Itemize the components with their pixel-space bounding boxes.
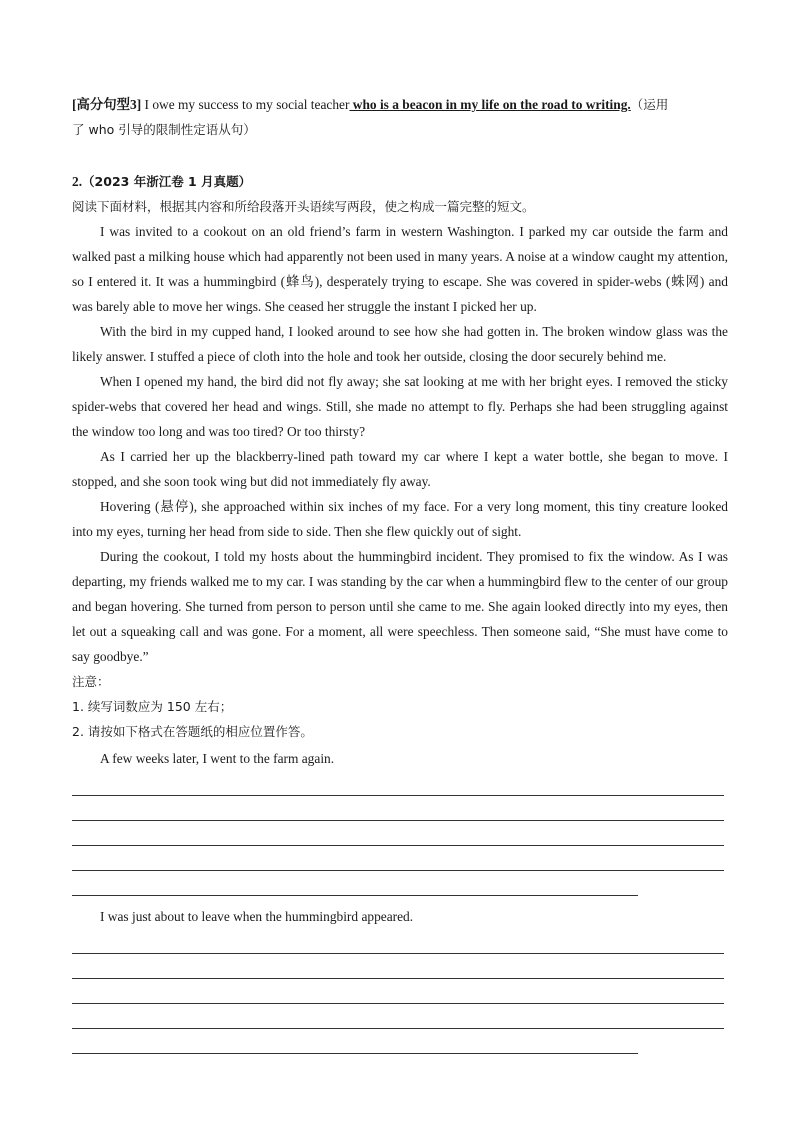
paragraph-starter-1: A few weeks later, I went to the farm again. — [100, 751, 335, 766]
answer-line[interactable] — [72, 846, 724, 871]
passage-paragraph-5: Hovering (悬停), she approached within six inches of my face. For a very long moment, this tiny creature looked into my eyes, turning her head from side to side. Then she flew quickly out of sight. — [72, 499, 728, 539]
sentence-pattern-lead: I owe my success to my social teacher — [144, 97, 350, 112]
answer-line[interactable] — [72, 954, 724, 979]
question-heading — [72, 169, 728, 194]
notes-title: 注意： — [72, 674, 110, 689]
sentence-pattern-line — [72, 92, 728, 117]
passage-paragraph-4: As I carried her up the blackberry-lined path toward my car where I kept a water bottle, she began to move. I stopped, and she soon took wing but did not immediately fly away. — [72, 449, 728, 489]
answer-line[interactable] — [72, 871, 638, 896]
answer-line[interactable] — [72, 929, 724, 954]
answer-line[interactable] — [72, 1029, 638, 1054]
note-word-count: 1. 续写词数应为 150 左右； — [72, 699, 233, 714]
sentence-pattern-note-a: （运用 — [630, 97, 669, 112]
answer-line[interactable] — [72, 796, 724, 821]
answer-line[interactable] — [72, 771, 724, 796]
sentence-pattern-underlined: who is a beacon in my life on the road to writing. — [349, 97, 631, 112]
paragraph-starter-2: I was just about to leave when the hummingbird appeared. — [100, 909, 414, 924]
question-number: 2. — [72, 174, 83, 189]
note-answer-format: 2. 请按如下格式在答题纸的相应位置作答。 — [72, 724, 313, 739]
answer-line[interactable] — [72, 821, 724, 846]
sentence-pattern-label: [高分句型3] — [72, 97, 142, 112]
question-instruction: 阅读下面材料，根据其内容和所给段落开头语续写两段，使之构成一篇完整的短文。 — [72, 199, 535, 214]
passage-paragraph-1: I was invited to a cookout on an old friend’s farm in western Washington. I parked my car outside the farm and walked past a milking house which had apparently not been used in many years. A noise at a window caught my attention, so I entered it. It was a hummingbird (蜂鸟), desperately trying to escape. She was covered in spider-webs (蛛网) and was barely able to move her wings. She ceased her struggle the instant I picked her up. — [72, 224, 728, 314]
answer-line[interactable] — [72, 979, 724, 1004]
sentence-pattern-note-b: 了 who 引导的限制性定语从句） — [72, 122, 256, 137]
answer-line[interactable] — [72, 1004, 724, 1029]
worksheet-page — [72, 92, 728, 1054]
question-source: （2023 年浙江卷 1 月真题） — [82, 174, 252, 189]
passage-paragraph-2: With the bird in my cupped hand, I looked around to see how she had gotten in. The broken window glass was the likely answer. I stuffed a piece of cloth into the hole and took her outside, closing the door securely behind me. — [72, 324, 728, 364]
passage-paragraph-3: When I opened my hand, the bird did not fly away; she sat looking at me with her bright eyes. I removed the sticky spider-webs that covered her head and wings. Still, she made no attempt to fly. Perhaps she had been struggling against the window too long and was too tired? Or too thirsty? — [72, 374, 728, 439]
passage-paragraph-6: During the cookout, I told my hosts about the hummingbird incident. They promised to fix the window. As I was departing, my friends walked me to my car. I was standing by the car when a hummingbird flew to the center of our group and began hovering. She turned from person to person until she came to me. She again looked directly into my eyes, then let out a squeaking call and was gone. For a moment, all were speechless. Then someone said, “She must have come to say goodbye.” — [72, 549, 728, 664]
